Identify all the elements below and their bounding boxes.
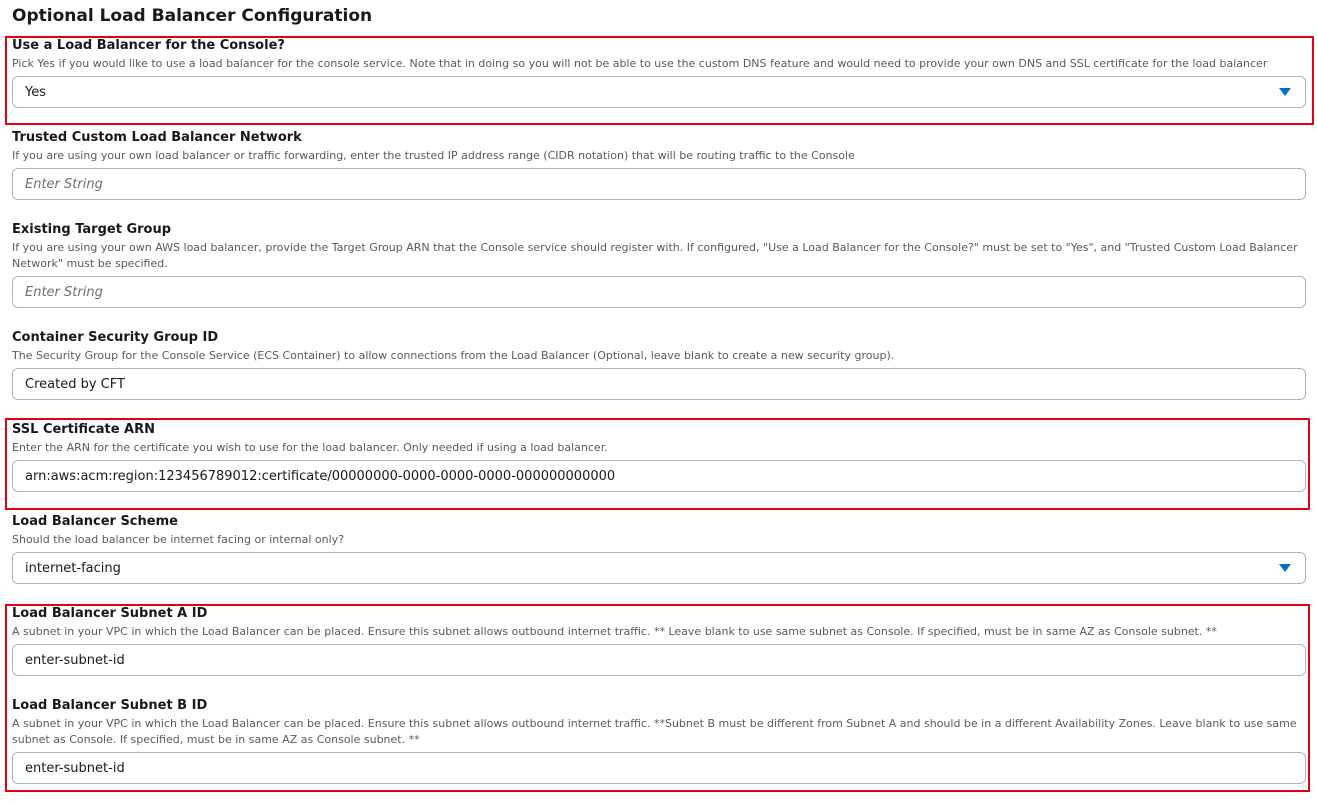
use-load-balancer-select[interactable]: [12, 76, 1306, 108]
field-subnet-a: [12, 606, 1306, 676]
input-placeholder: Enter String: [25, 176, 103, 192]
field-existing-target-group: [12, 222, 1306, 308]
field-load-balancer-scheme: [12, 514, 1306, 584]
field-label: Load Balancer Scheme: [12, 514, 178, 529]
trusted-network-input[interactable]: [12, 168, 1306, 200]
field-trusted-network: [12, 130, 1306, 200]
subnet-b-input[interactable]: [12, 752, 1306, 784]
field-description: If you are using your own load balancer or traffic forwarding, enter the trusted IP address range (CIDR notation) that will be routing traffic to the Console: [12, 149, 855, 162]
field-ssl-certificate: [12, 422, 1306, 492]
field-label: SSL Certificate ARN: [12, 422, 156, 437]
field-description: A subnet in your VPC in which the Load Balancer can be placed. Ensure this subnet allows outbound internet traffic. **Subnet B must be different from Subnet A and should be in a different Availability Zones. Leave blank to use same subnet as Console. If specified, must be in same AZ as Console subnet. **: [12, 717, 1297, 746]
field-description: A subnet in your VPC in which the Load Balancer can be placed. Ensure this subnet allows outbound internet traffic. ** Leave blank to use same subnet as Console. If specified, must be in same AZ as Console subnet. **: [12, 625, 1217, 638]
caret-down-icon: [1279, 88, 1291, 96]
input-placeholder: Enter String: [25, 284, 103, 300]
field-use-load-balancer: [12, 38, 1306, 108]
input-value: arn:aws:acm:region:123456789012:certificate/00000000-0000-0000-0000-000000000000: [25, 468, 616, 484]
caret-down-icon: [1279, 564, 1291, 572]
field-label: Container Security Group ID: [12, 330, 219, 345]
field-container-security-group: [12, 330, 1306, 400]
field-label: Existing Target Group: [12, 222, 172, 237]
select-value: Yes: [25, 84, 46, 100]
field-label: Trusted Custom Load Balancer Network: [12, 130, 302, 145]
field-label: Load Balancer Subnet B ID: [12, 698, 208, 713]
field-description: The Security Group for the Console Service (ECS Container) to allow connections from the Load Balancer (Optional, leave blank to create a new security group).: [12, 349, 895, 362]
scheme-select[interactable]: [12, 552, 1306, 584]
target-group-input[interactable]: [12, 276, 1306, 308]
subnet-a-input[interactable]: [12, 644, 1306, 676]
ssl-certificate-input[interactable]: [12, 460, 1306, 492]
field-description: Pick Yes if you would like to use a load balancer for the console service. Note that in doing so you will not be able to use the custom DNS feature and would need to provide your own DNS and SSL certificate for the load balancer: [12, 57, 1268, 70]
field-label: Use a Load Balancer for the Console?: [12, 38, 285, 53]
input-value: enter-subnet-id: [25, 652, 125, 668]
field-description: Should the load balancer be internet facing or internal only?: [12, 533, 345, 546]
input-value: enter-subnet-id: [25, 760, 125, 776]
field-label: Load Balancer Subnet A ID: [12, 606, 208, 621]
page-title: Optional Load Balancer Configuration: [12, 6, 373, 26]
security-group-input[interactable]: [12, 368, 1306, 400]
field-description: Enter the ARN for the certificate you wish to use for the load balancer. Only needed if using a load balancer.: [12, 441, 608, 454]
field-subnet-b: [12, 698, 1306, 784]
select-value: internet-facing: [25, 560, 121, 576]
field-description: If you are using your own AWS load balancer, provide the Target Group ARN that the Console service should register with. If configured, "Use a Load Balancer for the Console?" must be set to "Yes", and "Trusted Custom Load Balancer Network" must be specified.: [12, 241, 1298, 270]
input-value: Created by CFT: [25, 376, 125, 392]
